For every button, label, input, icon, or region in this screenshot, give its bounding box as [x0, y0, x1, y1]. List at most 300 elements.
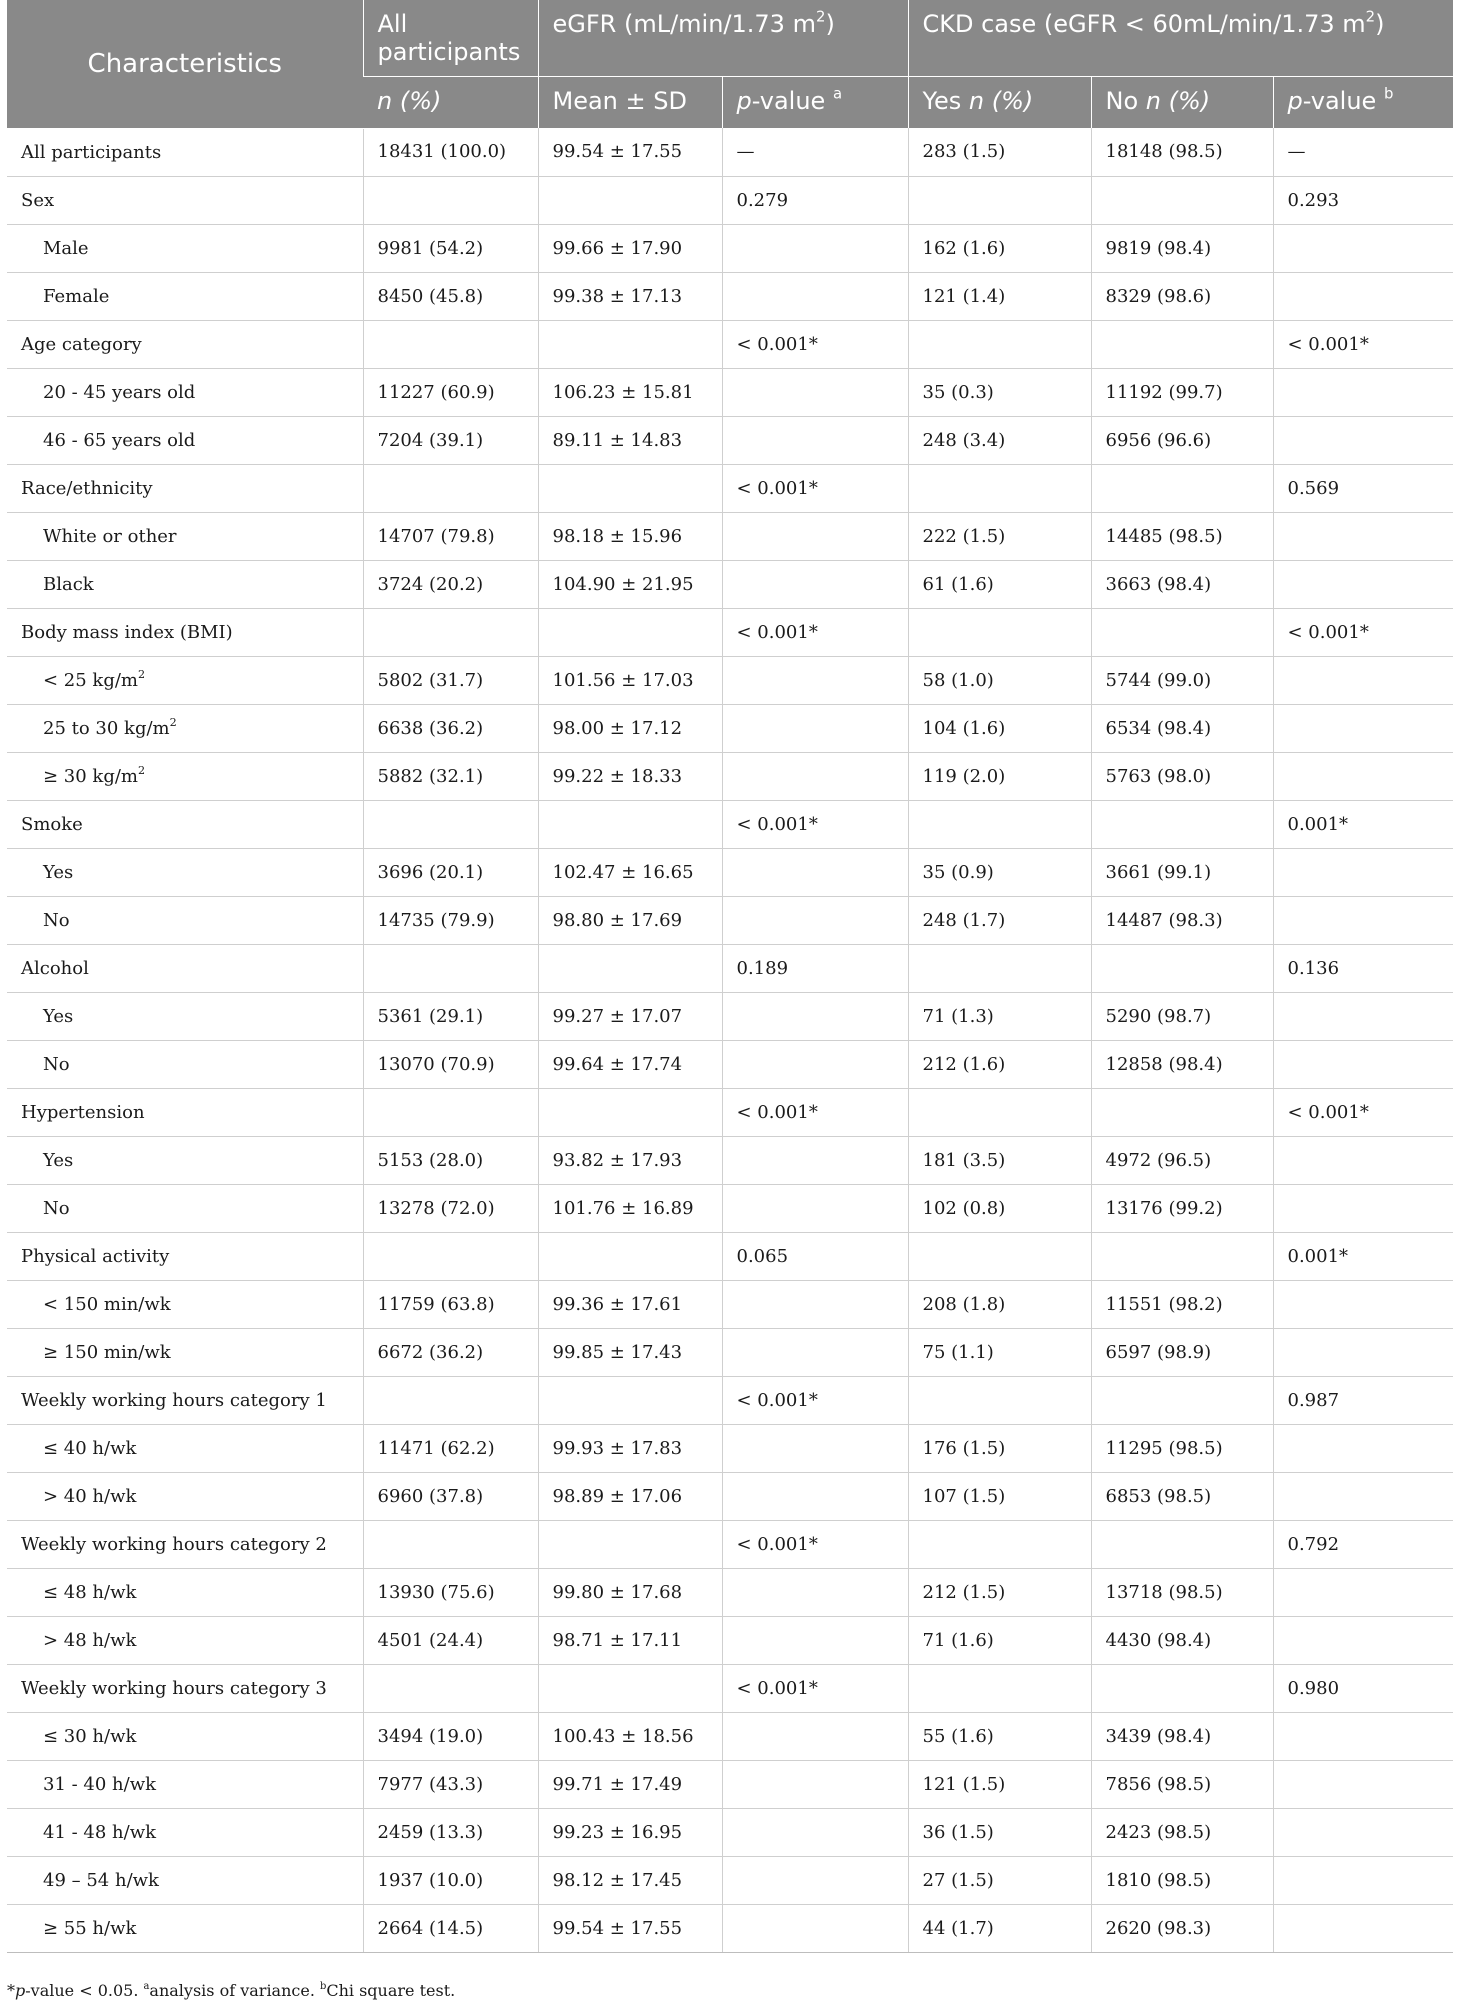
- cell-p-value-a: [722, 272, 908, 320]
- cell-ckd-yes: 27 (1.5): [908, 1856, 1091, 1904]
- cell-egfr-mean-sd: [538, 1232, 722, 1280]
- cell-p-value-b: [1273, 992, 1453, 1040]
- cell-p-value-b: [1273, 560, 1453, 608]
- cell-egfr-mean-sd: 99.71 ± 17.49: [538, 1760, 722, 1808]
- cell-egfr-mean-sd: 99.66 ± 17.90: [538, 224, 722, 272]
- cell-characteristic: [7, 1328, 363, 1376]
- cell-all-participants: [363, 320, 538, 368]
- header-yes-n-pct: Yes n (%): [908, 76, 1091, 128]
- cell-characteristic: [7, 1760, 363, 1808]
- cell-ckd-yes: 36 (1.5): [908, 1808, 1091, 1856]
- cell-p-value-b: [1273, 1136, 1453, 1184]
- cell-egfr-mean-sd: [538, 176, 722, 224]
- cell-all-participants: [363, 1088, 538, 1136]
- cell-egfr-mean-sd: [538, 1664, 722, 1712]
- cell-ckd-yes: 55 (1.6): [908, 1712, 1091, 1760]
- header-mean-sd: Mean ± SD: [538, 76, 722, 128]
- cell-p-value-b: [1273, 1760, 1453, 1808]
- cell-ckd-yes: 75 (1.1): [908, 1328, 1091, 1376]
- cell-ckd-no: 7856 (98.5): [1091, 1760, 1273, 1808]
- cell-ckd-no: 13176 (99.2): [1091, 1184, 1273, 1232]
- cell-p-value-a: < 0.001*: [722, 320, 908, 368]
- row-label: Yes: [43, 1149, 74, 1171]
- row-label: Race/ethnicity: [21, 477, 153, 499]
- cell-characteristic: [7, 1376, 363, 1424]
- header-egfr: eGFR (mL/min/1.73 $m^2$): [538, 0, 908, 76]
- cell-ckd-no: 6597 (98.9): [1091, 1328, 1273, 1376]
- cell-p-value-b: [1273, 1712, 1453, 1760]
- cell-characteristic: [7, 176, 363, 224]
- cell-ckd-no: 5744 (99.0): [1091, 656, 1273, 704]
- table-row: [7, 272, 1453, 320]
- table-group-row: [7, 128, 1453, 176]
- cell-p-value-b: [1273, 1568, 1453, 1616]
- cell-p-value-a: [722, 1328, 908, 1376]
- cell-characteristic: [7, 1424, 363, 1472]
- cell-p-value-a: [722, 1184, 908, 1232]
- cell-p-value-b: [1273, 1040, 1453, 1088]
- cell-ckd-yes: [908, 608, 1091, 656]
- cell-ckd-yes: 181 (3.5): [908, 1136, 1091, 1184]
- cell-all-participants: 7204 (39.1): [363, 416, 538, 464]
- cell-ckd-no: 14485 (98.5): [1091, 512, 1273, 560]
- cell-egfr-mean-sd: [538, 320, 722, 368]
- cell-egfr-mean-sd: [538, 1520, 722, 1568]
- cell-ckd-yes: 121 (1.5): [908, 1760, 1091, 1808]
- cell-all-participants: [363, 1520, 538, 1568]
- cell-ckd-yes: [908, 1232, 1091, 1280]
- table-group-row: [7, 1520, 1453, 1568]
- cell-ckd-yes: 212 (1.6): [908, 1040, 1091, 1088]
- cell-all-participants: 3696 (20.1): [363, 848, 538, 896]
- cell-characteristic: [7, 512, 363, 560]
- cell-characteristic: [7, 896, 363, 944]
- table-row: [7, 1856, 1453, 1904]
- cell-egfr-mean-sd: 98.18 ± 15.96: [538, 512, 722, 560]
- row-label: ≥ 55 h/wk: [43, 1917, 137, 1939]
- cell-ckd-no: 11295 (98.5): [1091, 1424, 1273, 1472]
- cell-p-value-b: [1273, 1904, 1453, 1952]
- cell-p-value-a: [722, 1136, 908, 1184]
- cell-characteristic: [7, 1472, 363, 1520]
- cell-all-participants: [363, 176, 538, 224]
- cell-egfr-mean-sd: 102.47 ± 16.65: [538, 848, 722, 896]
- cell-egfr-mean-sd: 101.76 ± 16.89: [538, 1184, 722, 1232]
- row-label: Yes: [43, 1005, 74, 1027]
- row-label: > 40 h/wk: [43, 1485, 137, 1507]
- cell-ckd-yes: 35 (0.9): [908, 848, 1091, 896]
- cell-characteristic: [7, 1808, 363, 1856]
- cell-p-value-a: [722, 1760, 908, 1808]
- cell-all-participants: 13278 (72.0): [363, 1184, 538, 1232]
- cell-ckd-no: 13718 (98.5): [1091, 1568, 1273, 1616]
- table-group-row: [7, 608, 1453, 656]
- cell-ckd-no: [1091, 1232, 1273, 1280]
- cell-p-value-a: [722, 1808, 908, 1856]
- cell-ckd-yes: [908, 800, 1091, 848]
- header-n-pct: n (%): [363, 76, 538, 128]
- cell-all-participants: 6638 (36.2): [363, 704, 538, 752]
- cell-p-value-b: 0.980: [1273, 1664, 1453, 1712]
- cell-p-value-b: [1273, 896, 1453, 944]
- cell-p-value-b: < 0.001*: [1273, 1088, 1453, 1136]
- cell-p-value-b: [1273, 1424, 1453, 1472]
- cell-p-value-a: [722, 1472, 908, 1520]
- cell-p-value-b: [1273, 416, 1453, 464]
- cell-egfr-mean-sd: 99.36 ± 17.61: [538, 1280, 722, 1328]
- cell-characteristic: [7, 704, 363, 752]
- cell-ckd-no: 2423 (98.5): [1091, 1808, 1273, 1856]
- cell-ckd-yes: 104 (1.6): [908, 704, 1091, 752]
- cell-characteristic: [7, 224, 363, 272]
- cell-ckd-no: 3439 (98.4): [1091, 1712, 1273, 1760]
- cell-characteristic: [7, 464, 363, 512]
- cell-all-participants: 6960 (37.8): [363, 1472, 538, 1520]
- cell-all-participants: 4501 (24.4): [363, 1616, 538, 1664]
- cell-p-value-b: [1273, 1856, 1453, 1904]
- table-row: [7, 1424, 1453, 1472]
- cell-ckd-yes: 119 (2.0): [908, 752, 1091, 800]
- cell-egfr-mean-sd: 100.43 ± 18.56: [538, 1712, 722, 1760]
- cell-characteristic: [7, 416, 363, 464]
- cell-p-value-a: [722, 224, 908, 272]
- table-footnote: *p-value < 0.05. $^a$analysis of variance. $^b$Chi square test.: [7, 1981, 456, 2000]
- cell-p-value-a: [722, 1856, 908, 1904]
- cell-egfr-mean-sd: [538, 944, 722, 992]
- cell-characteristic: [7, 1088, 363, 1136]
- cell-all-participants: 13930 (75.6): [363, 1568, 538, 1616]
- cell-all-participants: 2664 (14.5): [363, 1904, 538, 1952]
- row-label: All participants: [21, 141, 162, 163]
- cell-all-participants: [363, 608, 538, 656]
- table-group-row: [7, 944, 1453, 992]
- row-label: ≥ 30 kg/m: [43, 765, 138, 787]
- cell-egfr-mean-sd: 98.89 ± 17.06: [538, 1472, 722, 1520]
- cell-ckd-yes: [908, 1088, 1091, 1136]
- cell-p-value-b: 0.001*: [1273, 1232, 1453, 1280]
- cell-p-value-b: [1273, 368, 1453, 416]
- table-group-row: [7, 1376, 1453, 1424]
- table-row: [7, 224, 1453, 272]
- cell-all-participants: 3494 (19.0): [363, 1712, 538, 1760]
- cell-p-value-a: 0.279: [722, 176, 908, 224]
- cell-egfr-mean-sd: [538, 608, 722, 656]
- cell-p-value-a: [722, 1712, 908, 1760]
- cell-characteristic: [7, 608, 363, 656]
- cell-ckd-yes: 248 (1.7): [908, 896, 1091, 944]
- cell-egfr-mean-sd: 98.00 ± 17.12: [538, 704, 722, 752]
- cell-characteristic: [7, 992, 363, 1040]
- cell-ckd-no: 18148 (98.5): [1091, 128, 1273, 176]
- cell-p-value-b: [1273, 1616, 1453, 1664]
- cell-egfr-mean-sd: 98.80 ± 17.69: [538, 896, 722, 944]
- table-row: [7, 896, 1453, 944]
- table-row: [7, 992, 1453, 1040]
- cell-p-value-b: [1273, 656, 1453, 704]
- cell-characteristic: [7, 800, 363, 848]
- cell-ckd-no: 9819 (98.4): [1091, 224, 1273, 272]
- cell-egfr-mean-sd: 99.22 ± 18.33: [538, 752, 722, 800]
- cell-all-participants: 5361 (29.1): [363, 992, 538, 1040]
- header-characteristics: Characteristics: [7, 0, 363, 128]
- header-p-value-a: p-value $^a$: [722, 76, 908, 128]
- cell-ckd-no: 5763 (98.0): [1091, 752, 1273, 800]
- cell-characteristic: [7, 1568, 363, 1616]
- cell-all-participants: 18431 (100.0): [363, 128, 538, 176]
- cell-p-value-a: [722, 512, 908, 560]
- table-row: [7, 1760, 1453, 1808]
- table-group-row: [7, 1232, 1453, 1280]
- cell-all-participants: [363, 1232, 538, 1280]
- table-row: [7, 704, 1453, 752]
- row-label: Female: [43, 285, 110, 307]
- cell-p-value-a: 0.189: [722, 944, 908, 992]
- cell-ckd-yes: 35 (0.3): [908, 368, 1091, 416]
- cell-p-value-b: [1273, 224, 1453, 272]
- cell-characteristic: [7, 368, 363, 416]
- row-label: 20 - 45 years old: [43, 381, 196, 403]
- cell-all-participants: 13070 (70.9): [363, 1040, 538, 1088]
- unit-superscript: 2: [169, 715, 177, 729]
- row-label: ≤ 40 h/wk: [43, 1437, 137, 1459]
- cell-all-participants: 8450 (45.8): [363, 272, 538, 320]
- cell-ckd-no: [1091, 1376, 1273, 1424]
- row-label: Yes: [43, 861, 74, 883]
- cell-ckd-yes: [908, 320, 1091, 368]
- table-row: [7, 416, 1453, 464]
- cell-ckd-yes: 283 (1.5): [908, 128, 1091, 176]
- cell-ckd-yes: 58 (1.0): [908, 656, 1091, 704]
- cell-p-value-b: [1273, 1280, 1453, 1328]
- cell-ckd-no: 8329 (98.6): [1091, 272, 1273, 320]
- cell-ckd-yes: [908, 944, 1091, 992]
- row-label: Male: [43, 237, 89, 259]
- header-ckd-case: CKD case (eGFR < 60mL/min/1.73 $m^2$): [908, 0, 1453, 76]
- cell-p-value-b: 0.792: [1273, 1520, 1453, 1568]
- cell-p-value-a: [722, 1568, 908, 1616]
- characteristics-table-container: [7, 0, 1453, 1953]
- cell-egfr-mean-sd: 99.93 ± 17.83: [538, 1424, 722, 1472]
- cell-p-value-a: [722, 368, 908, 416]
- table-row: [7, 1184, 1453, 1232]
- cell-ckd-yes: 222 (1.5): [908, 512, 1091, 560]
- cell-ckd-yes: 212 (1.5): [908, 1568, 1091, 1616]
- cell-p-value-b: [1273, 1184, 1453, 1232]
- cell-ckd-no: 3663 (98.4): [1091, 560, 1273, 608]
- cell-egfr-mean-sd: 104.90 ± 21.95: [538, 560, 722, 608]
- cell-characteristic: [7, 1184, 363, 1232]
- cell-ckd-yes: 44 (1.7): [908, 1904, 1091, 1952]
- row-label: < 25 kg/m: [43, 669, 138, 691]
- cell-p-value-b: [1273, 1328, 1453, 1376]
- header-no-n-pct: No n (%): [1091, 76, 1273, 128]
- table-row: [7, 1712, 1453, 1760]
- cell-p-value-a: [722, 704, 908, 752]
- cell-egfr-mean-sd: 99.38 ± 17.13: [538, 272, 722, 320]
- row-label: Hypertension: [21, 1101, 145, 1123]
- cell-characteristic: [7, 656, 363, 704]
- row-label: 46 - 65 years old: [43, 429, 196, 451]
- table-row: [7, 512, 1453, 560]
- cell-p-value-b: [1273, 512, 1453, 560]
- cell-ckd-no: 3661 (99.1): [1091, 848, 1273, 896]
- cell-egfr-mean-sd: [538, 1376, 722, 1424]
- cell-p-value-b: 0.293: [1273, 176, 1453, 224]
- cell-characteristic: [7, 1280, 363, 1328]
- cell-ckd-yes: 102 (0.8): [908, 1184, 1091, 1232]
- cell-egfr-mean-sd: 98.12 ± 17.45: [538, 1856, 722, 1904]
- cell-characteristic: [7, 944, 363, 992]
- row-label: Sex: [21, 189, 55, 211]
- cell-ckd-yes: [908, 464, 1091, 512]
- cell-egfr-mean-sd: [538, 1088, 722, 1136]
- table-row: [7, 1808, 1453, 1856]
- table-group-row: [7, 464, 1453, 512]
- row-label: < 150 min/wk: [43, 1293, 171, 1315]
- cell-ckd-yes: 61 (1.6): [908, 560, 1091, 608]
- table-row: [7, 1616, 1453, 1664]
- cell-ckd-no: 4430 (98.4): [1091, 1616, 1273, 1664]
- cell-egfr-mean-sd: 89.11 ± 14.83: [538, 416, 722, 464]
- cell-characteristic: [7, 848, 363, 896]
- cell-p-value-b: 0.569: [1273, 464, 1453, 512]
- cell-ckd-no: 5290 (98.7): [1091, 992, 1273, 1040]
- cell-all-participants: [363, 1376, 538, 1424]
- row-label: Alcohol: [21, 957, 89, 979]
- row-label: Weekly working hours category 1: [21, 1389, 327, 1411]
- cell-characteristic: [7, 1040, 363, 1088]
- table-row: [7, 1136, 1453, 1184]
- row-label: No: [43, 1053, 70, 1075]
- cell-p-value-a: [722, 992, 908, 1040]
- cell-ckd-yes: 248 (3.4): [908, 416, 1091, 464]
- cell-characteristic: [7, 1712, 363, 1760]
- cell-ckd-no: 14487 (98.3): [1091, 896, 1273, 944]
- characteristics-table: [7, 0, 1453, 1953]
- cell-p-value-a: [722, 416, 908, 464]
- cell-ckd-no: 4972 (96.5): [1091, 1136, 1273, 1184]
- row-label: White or other: [43, 525, 177, 547]
- cell-p-value-a: [722, 752, 908, 800]
- cell-all-participants: 1937 (10.0): [363, 1856, 538, 1904]
- cell-all-participants: [363, 1664, 538, 1712]
- cell-egfr-mean-sd: 106.23 ± 15.81: [538, 368, 722, 416]
- cell-p-value-a: < 0.001*: [722, 1520, 908, 1568]
- cell-p-value-a: < 0.001*: [722, 1664, 908, 1712]
- cell-p-value-a: —: [722, 128, 908, 176]
- cell-ckd-no: [1091, 800, 1273, 848]
- table-group-row: [7, 1088, 1453, 1136]
- cell-egfr-mean-sd: 99.64 ± 17.74: [538, 1040, 722, 1088]
- table-row: [7, 752, 1453, 800]
- cell-all-participants: 14707 (79.8): [363, 512, 538, 560]
- row-label: 31 - 40 h/wk: [43, 1773, 157, 1795]
- cell-p-value-a: [722, 1040, 908, 1088]
- cell-all-participants: 2459 (13.3): [363, 1808, 538, 1856]
- cell-egfr-mean-sd: 101.56 ± 17.03: [538, 656, 722, 704]
- cell-all-participants: 14735 (79.9): [363, 896, 538, 944]
- cell-all-participants: 6672 (36.2): [363, 1328, 538, 1376]
- cell-characteristic: [7, 320, 363, 368]
- table-row: [7, 656, 1453, 704]
- cell-ckd-no: 11551 (98.2): [1091, 1280, 1273, 1328]
- cell-ckd-no: [1091, 176, 1273, 224]
- cell-egfr-mean-sd: 99.54 ± 17.55: [538, 128, 722, 176]
- cell-ckd-yes: 208 (1.8): [908, 1280, 1091, 1328]
- table-row: [7, 1280, 1453, 1328]
- cell-egfr-mean-sd: [538, 800, 722, 848]
- table-group-row: [7, 800, 1453, 848]
- cell-egfr-mean-sd: 99.27 ± 17.07: [538, 992, 722, 1040]
- cell-p-value-b: [1273, 752, 1453, 800]
- cell-p-value-a: < 0.001*: [722, 464, 908, 512]
- cell-egfr-mean-sd: [538, 464, 722, 512]
- cell-ckd-yes: [908, 1664, 1091, 1712]
- cell-egfr-mean-sd: 99.80 ± 17.68: [538, 1568, 722, 1616]
- table-row: [7, 1328, 1453, 1376]
- row-label: Body mass index (BMI): [21, 621, 233, 643]
- row-label: Weekly working hours category 3: [21, 1677, 327, 1699]
- cell-characteristic: [7, 272, 363, 320]
- row-label: 41 - 48 h/wk: [43, 1821, 157, 1843]
- table-row: [7, 368, 1453, 416]
- row-label: 49 – 54 h/wk: [43, 1869, 159, 1891]
- cell-characteristic: [7, 1232, 363, 1280]
- cell-all-participants: 11759 (63.8): [363, 1280, 538, 1328]
- table-header: [7, 0, 1453, 128]
- row-label: Physical activity: [21, 1245, 170, 1267]
- cell-ckd-yes: 162 (1.6): [908, 224, 1091, 272]
- cell-ckd-yes: 176 (1.5): [908, 1424, 1091, 1472]
- cell-p-value-b: [1273, 704, 1453, 752]
- table-group-row: [7, 1664, 1453, 1712]
- cell-ckd-no: 6853 (98.5): [1091, 1472, 1273, 1520]
- cell-egfr-mean-sd: 99.54 ± 17.55: [538, 1904, 722, 1952]
- table-row: [7, 1904, 1453, 1952]
- cell-characteristic: [7, 1904, 363, 1952]
- cell-all-participants: 5882 (32.1): [363, 752, 538, 800]
- cell-ckd-no: [1091, 320, 1273, 368]
- cell-p-value-a: < 0.001*: [722, 608, 908, 656]
- row-label: Weekly working hours category 2: [21, 1533, 327, 1555]
- row-label: > 48 h/wk: [43, 1629, 137, 1651]
- table-row: [7, 1040, 1453, 1088]
- cell-p-value-a: < 0.001*: [722, 1088, 908, 1136]
- cell-p-value-b: [1273, 272, 1453, 320]
- cell-all-participants: 5802 (31.7): [363, 656, 538, 704]
- cell-ckd-no: [1091, 1664, 1273, 1712]
- row-label: ≤ 30 h/wk: [43, 1725, 137, 1747]
- cell-ckd-no: 12858 (98.4): [1091, 1040, 1273, 1088]
- row-label: ≤ 48 h/wk: [43, 1581, 137, 1603]
- cell-ckd-yes: [908, 176, 1091, 224]
- cell-all-participants: 5153 (28.0): [363, 1136, 538, 1184]
- cell-characteristic: [7, 1136, 363, 1184]
- cell-p-value-b: 0.136: [1273, 944, 1453, 992]
- row-label: 25 to 30 kg/m: [43, 717, 170, 739]
- cell-ckd-no: [1091, 608, 1273, 656]
- cell-egfr-mean-sd: 99.23 ± 16.95: [538, 1808, 722, 1856]
- table-group-row: [7, 176, 1453, 224]
- cell-all-participants: 9981 (54.2): [363, 224, 538, 272]
- cell-ckd-no: 1810 (98.5): [1091, 1856, 1273, 1904]
- cell-ckd-yes: [908, 1376, 1091, 1424]
- cell-ckd-no: [1091, 944, 1273, 992]
- cell-all-participants: 11471 (62.2): [363, 1424, 538, 1472]
- cell-p-value-a: [722, 896, 908, 944]
- cell-all-participants: [363, 944, 538, 992]
- cell-p-value-a: [722, 1904, 908, 1952]
